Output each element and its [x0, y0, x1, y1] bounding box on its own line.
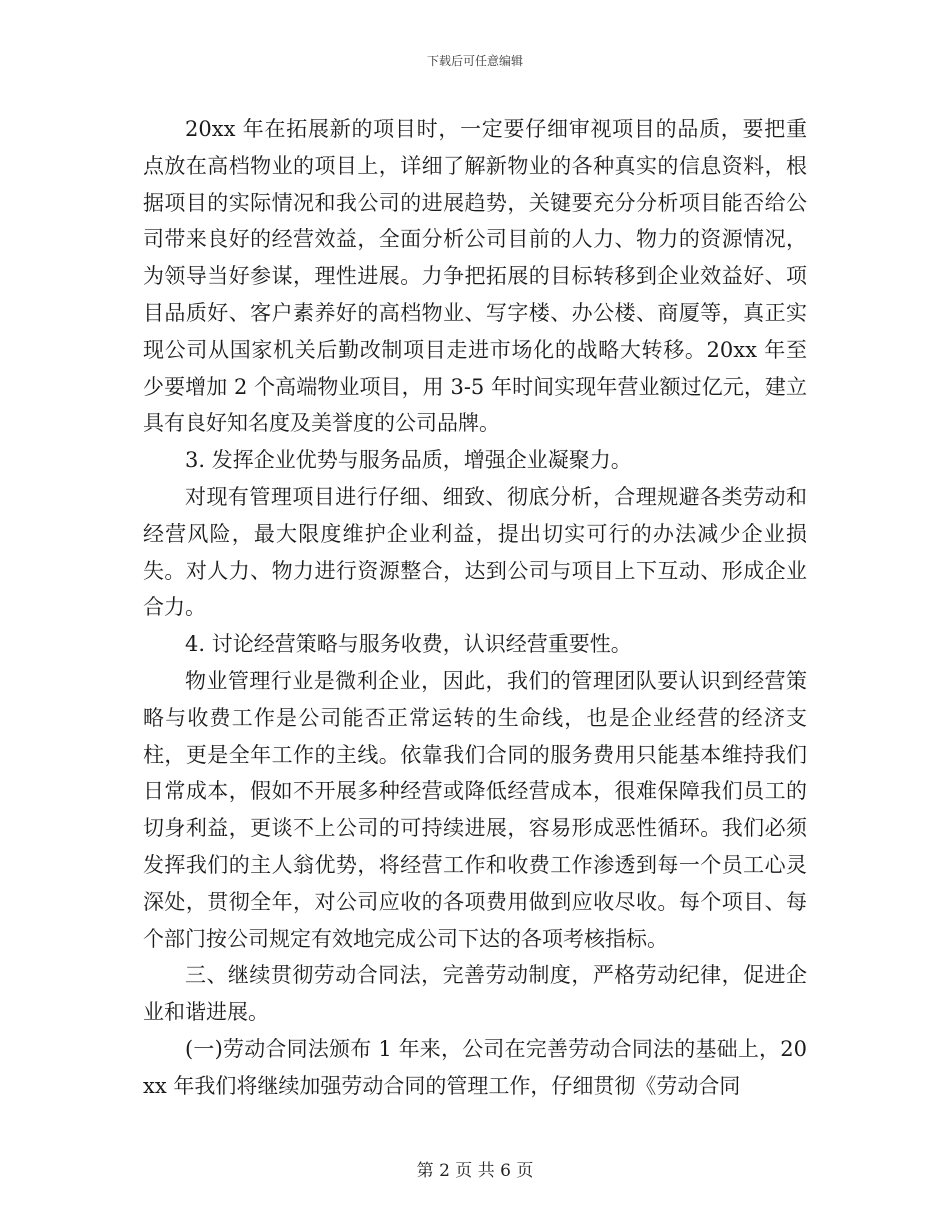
page-number: 第 2 页 共 6 页	[416, 1161, 534, 1181]
paragraph-labor-contract: (一)劳动合同法颁布 1 年来，公司在完善劳动合同法的基础上，20xx 年我们将继续加强劳动合同的管理工作，仔细贯彻《劳动合同	[143, 1036, 807, 1098]
document-body	[143, 111, 807, 1105]
heading-enterprise-advantage: 3. 发挥企业优势与服务品质，增强企业凝聚力。	[185, 448, 632, 473]
paragraph-fee-collection: 物业管理行业是微利企业，因此，我们的管理团队要认识到经营策略与收费工作是公司能否正常运转的生命线，也是企业经营的经济支柱，更是全年工作的主线。依靠我们合同的服务费用只能基本维持我们日常成本，假如不开展多种经营或降低经营成本，很难保障我们员工的切身利益，更谈不上公司的可持续进展，容易形成恶性循环。我们必须发挥我们的主人翁优势，将经营工作和收费工作渗透到每一个员工心灵深处，贯彻全年，对公司应收的各项费用做到应收尽收。每个项目、每个部门按公司规定有效地完成公司下达的各项考核指标。	[143, 668, 807, 951]
paragraph-risk-management: 对现有管理项目进行仔细、细致、彻底分析，合理规避各类劳动和经营风险，最大限度维护企业利益，提出切实可行的办法减少企业损失。对人力、物力进行资源整合，达到公司与项目上下互动、形成企业合力。	[143, 484, 807, 620]
paragraph-project-expansion: 20xx 年在拓展新的项目时，一定要仔细审视项目的品质，要把重点放在高档物业的项目上，详细了解新物业的各种真实的信息资料，根据项目的实际情况和我公司的进展趋势，关键要充分分析项目能否给公司带来良好的经营效益，全面分析公司目前的人力、物力的资源情况，为领导当好参谋，理性进展。力争把拓展的目标转移到企业效益好、项目品质好、客户素养好的高档物业、写字楼、办公楼、商厦等，真正实现公司从国家机关后勤改制项目走进市场化的战略大转移。20xx 年至少要增加 2 个高端物业项目，用 3-5 年时间实现年营业额过亿元，建立具有良好知名度及美誉度的公司品牌。	[143, 117, 807, 436]
heading-labor-contract-law: 三、继续贯彻劳动合同法，完善劳动制度，严格劳动纪律，促进企业和谐进展。	[143, 963, 807, 1025]
page-header: 下载后可任意编辑	[426, 54, 523, 68]
heading-operation-strategy: 4. 讨论经营策略与服务收费，认识经营重要性。	[185, 632, 632, 657]
